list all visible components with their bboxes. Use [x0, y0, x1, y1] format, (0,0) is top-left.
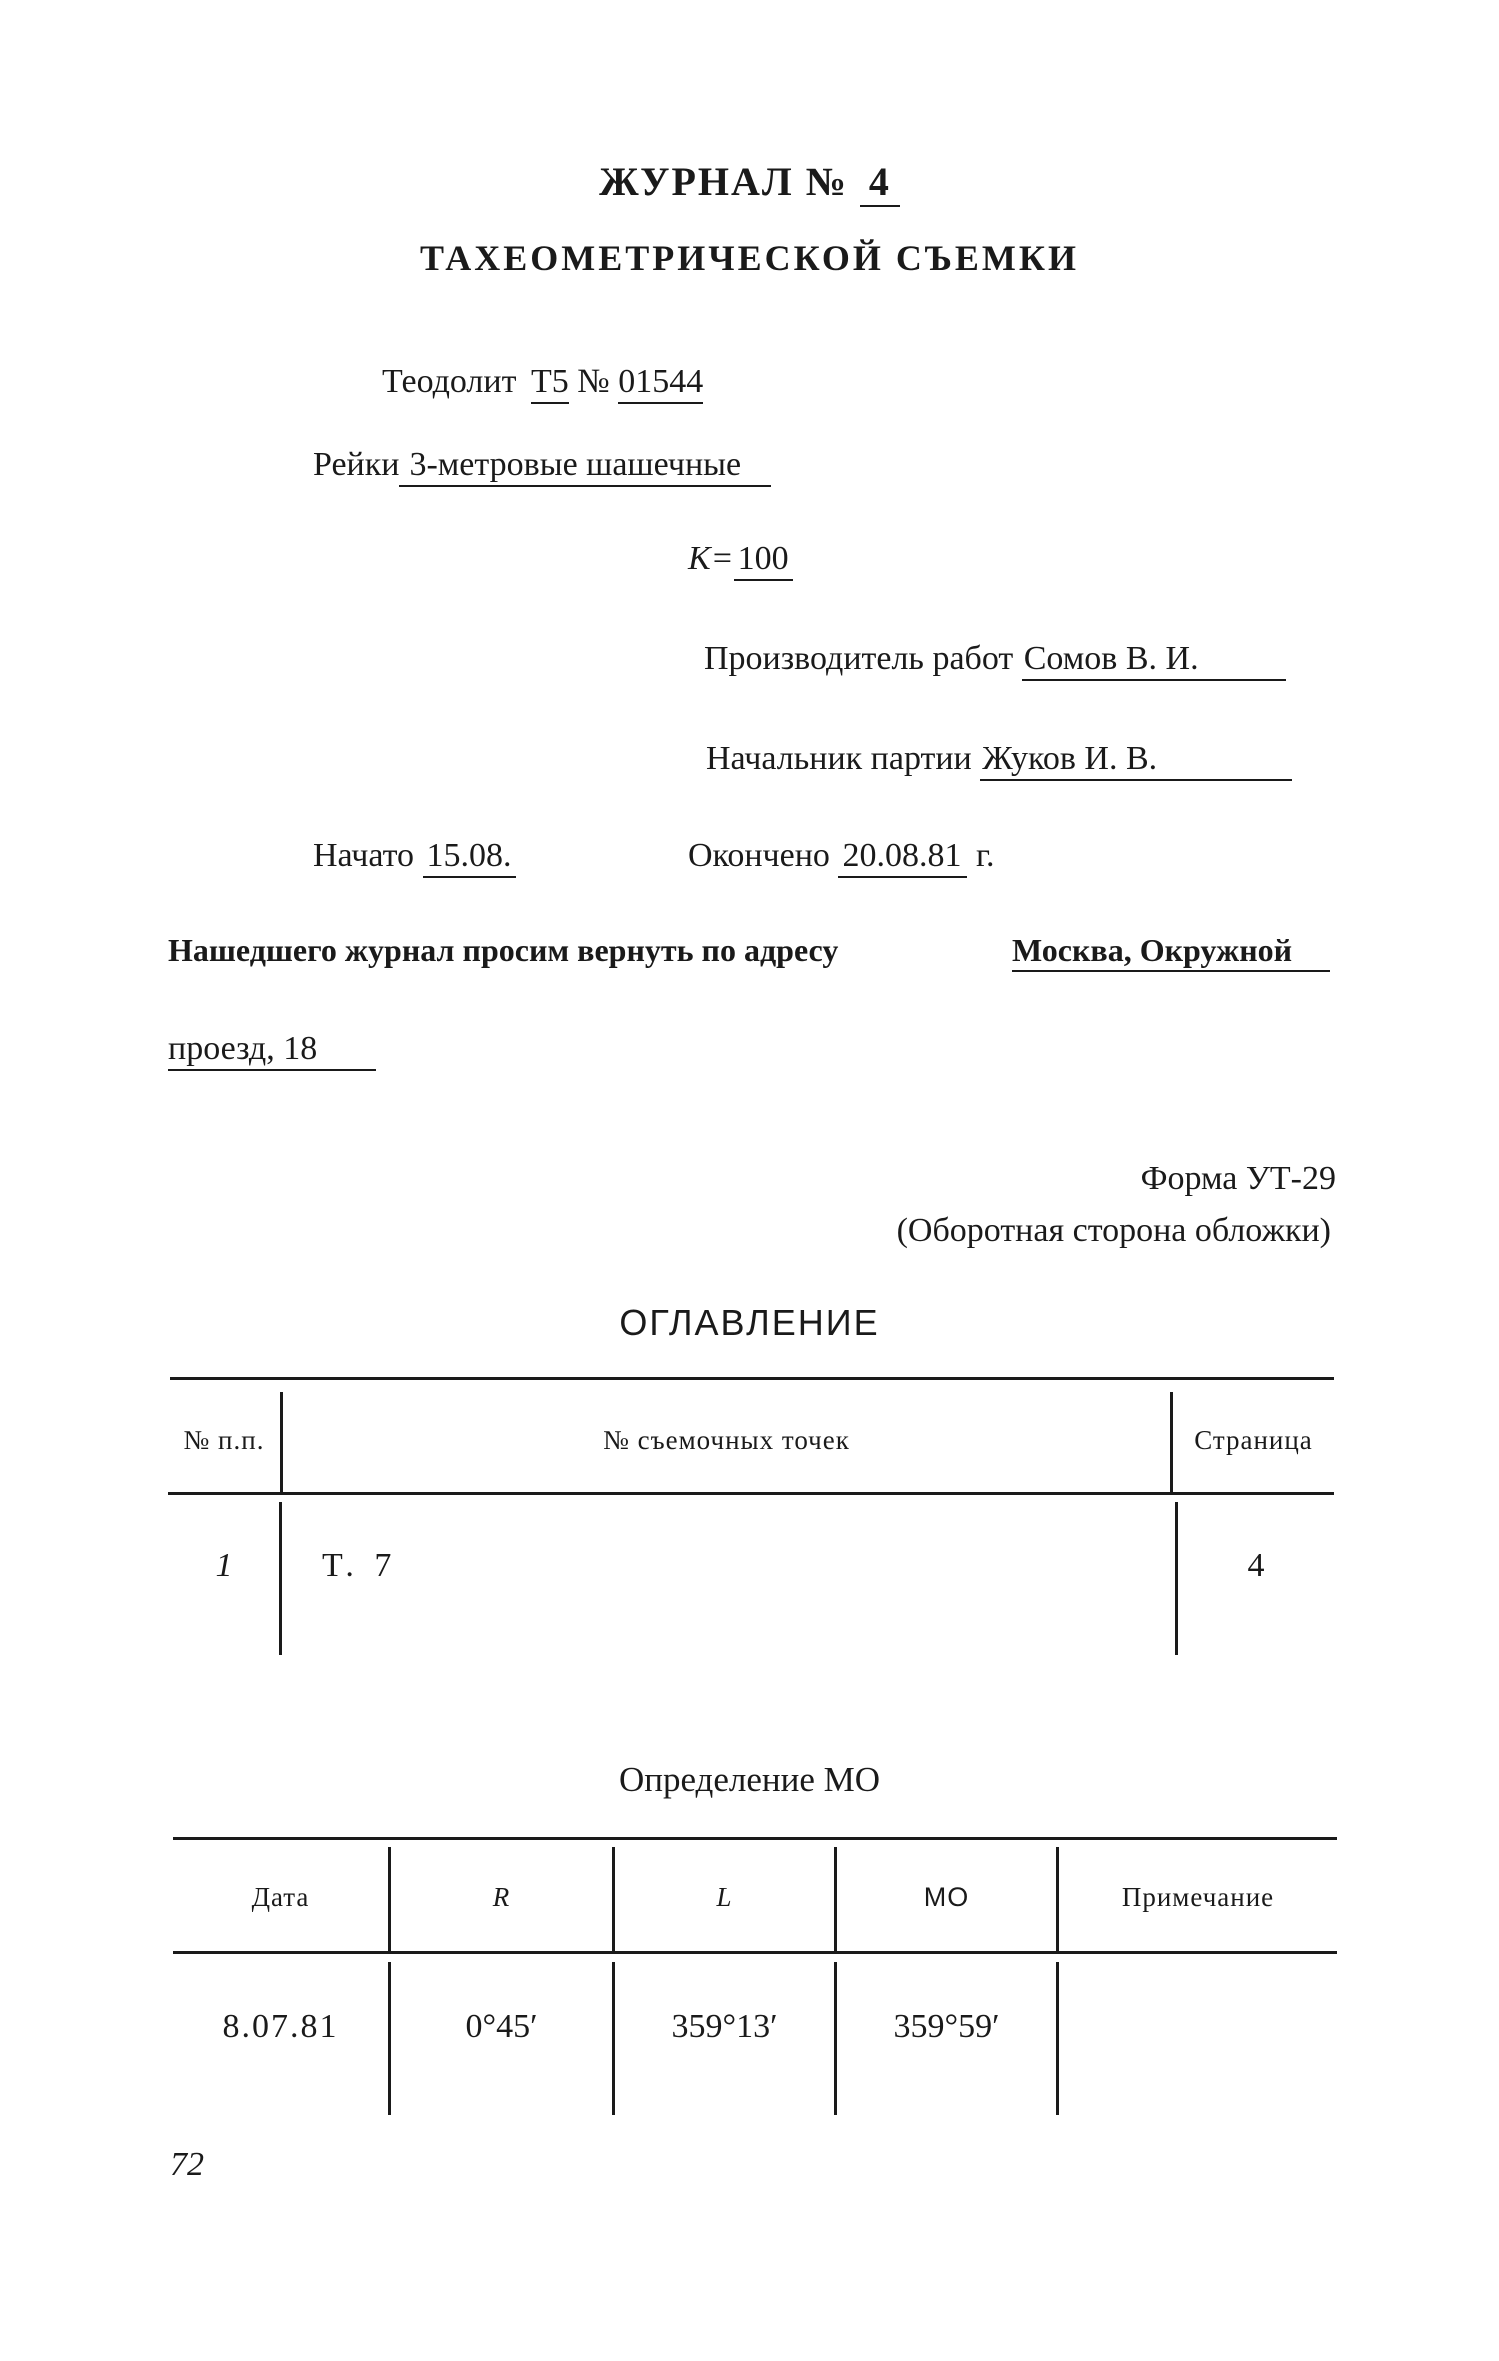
- chief-value: Жуков И. В.: [980, 741, 1292, 781]
- contents-cell-num: 1: [215, 1547, 233, 1584]
- contents-cell-page: 4: [1247, 1547, 1265, 1584]
- mo-cell-date: 8.07.81: [222, 2008, 339, 2045]
- journal-label: ЖУРНАЛ №: [599, 159, 848, 204]
- rods-value: 3-метровые шашечные: [399, 447, 771, 487]
- k-value: 100: [734, 541, 793, 581]
- mo-header-note: Примечание: [1121, 1882, 1275, 1912]
- contents-cell-points: Т. 7: [322, 1547, 398, 1584]
- theodolite-number: 01544: [618, 364, 703, 404]
- finished-suffix: г.: [975, 837, 995, 874]
- journal-number: 4: [860, 161, 900, 207]
- started-line: [313, 837, 516, 878]
- form-code: Форма УТ-29: [1140, 1160, 1336, 1197]
- mo-cell-mo: 359°59′: [893, 2008, 1000, 2045]
- mo-cell-r: 0°45′: [465, 2008, 538, 2045]
- producer-value: Сомов В. И.: [1022, 641, 1286, 681]
- started-value: 15.08.: [423, 838, 516, 878]
- rods-line: [313, 446, 771, 487]
- theodolite-label: Теодолит: [382, 363, 517, 400]
- contents-header-num: № п.п.: [183, 1425, 265, 1455]
- contents-header-rule: [168, 1492, 1334, 1495]
- mo-header-mo: МО: [923, 1882, 970, 1912]
- journal-title: [0, 158, 1499, 207]
- finished-value: 20.08.81: [838, 838, 967, 878]
- mo-cell-l: 359°13′: [671, 2008, 778, 2045]
- address-line2-wrap: [168, 1030, 376, 1071]
- mo-header-l: L: [716, 1882, 733, 1912]
- chief-line: [706, 740, 1292, 781]
- address-line1-wrap: [1012, 932, 1330, 972]
- theodolite-line: [382, 363, 703, 404]
- mo-col-divider: [1056, 1962, 1059, 2115]
- form-note: (Оборотная сторона обложки): [896, 1212, 1331, 1249]
- address-line2: проезд, 18: [168, 1031, 376, 1071]
- contents-top-rule: [170, 1377, 1334, 1380]
- mo-header-r: R: [492, 1882, 511, 1912]
- theodolite-type: Т5: [531, 364, 569, 404]
- mo-header-rule: [173, 1951, 1337, 1954]
- finished-label: Окончено: [688, 837, 830, 874]
- address-line1: Москва, Окружной: [1012, 934, 1330, 972]
- finished-line: [688, 837, 995, 878]
- k-line: [688, 540, 793, 581]
- page-number: 72: [170, 2146, 204, 2183]
- contents-header-points: № съемочных точек: [603, 1425, 850, 1455]
- producer-line: [704, 640, 1286, 681]
- mo-title: Определение МО: [618, 1760, 881, 1799]
- contents-header-page: Страница: [1194, 1425, 1313, 1455]
- producer-label: Производитель работ: [704, 640, 1014, 677]
- started-label: Начато: [313, 837, 415, 874]
- journal-subtitle: ТАХЕОМЕТРИЧЕСКОЙ СЪЕМКИ: [419, 238, 1080, 278]
- mo-top-rule: [173, 1837, 1337, 1840]
- return-notice: Нашедшего журнал просим вернуть по адресу: [168, 932, 839, 968]
- rods-label: Рейки: [313, 446, 400, 483]
- chief-label: Начальник партии: [706, 740, 972, 777]
- contents-title: ОГЛАВЛЕНИЕ: [619, 1302, 880, 1343]
- theodolite-no-label: №: [577, 363, 610, 400]
- k-label: K=: [688, 540, 734, 577]
- mo-header-date: Дата: [251, 1882, 310, 1912]
